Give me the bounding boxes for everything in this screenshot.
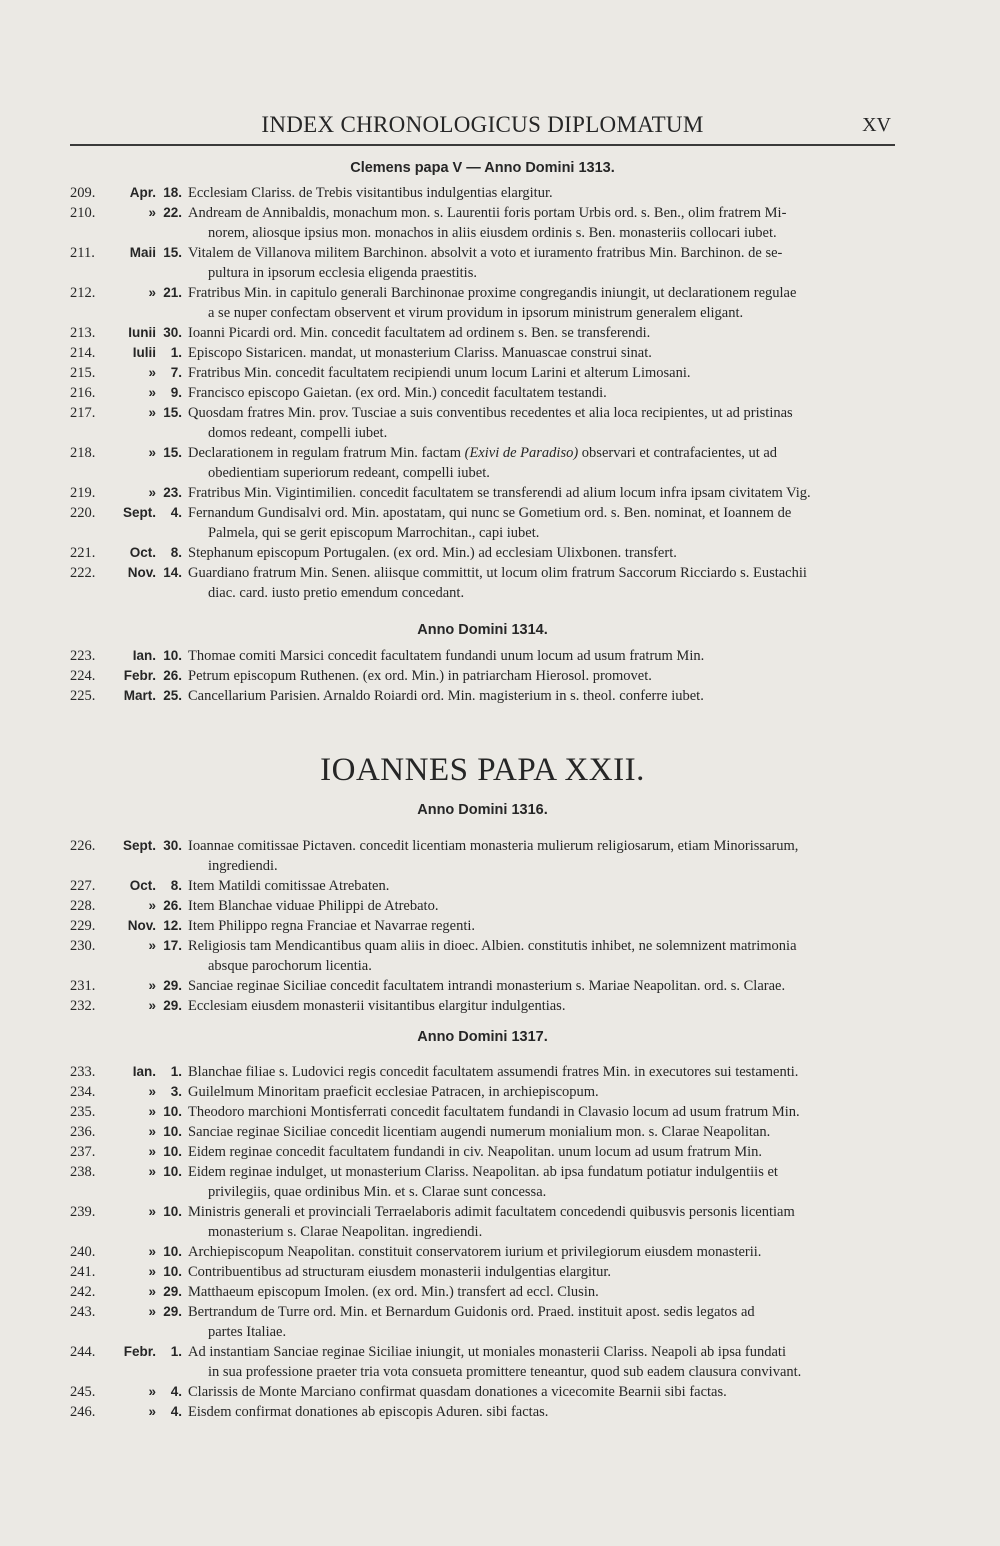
entry-text bbox=[188, 1402, 895, 1422]
entry-text-line: Eidem reginae concedit facultatem fundandi in civ. Neapolitan. unum locum ad usum fratrum Min. bbox=[188, 1144, 763, 1160]
entry-month: Oct. bbox=[129, 878, 156, 893]
entry-number: 244. bbox=[70, 1344, 96, 1360]
entry-number: 210. bbox=[70, 205, 96, 221]
document-entry bbox=[70, 503, 895, 543]
entry-text bbox=[188, 1122, 895, 1142]
document-entry bbox=[70, 1282, 895, 1302]
document-entry bbox=[70, 876, 895, 896]
entry-number: 240. bbox=[70, 1244, 96, 1260]
document-entry bbox=[70, 1262, 895, 1282]
entry-month: » bbox=[148, 1144, 156, 1159]
document-entry bbox=[70, 1302, 895, 1342]
entry-day: 30. bbox=[163, 838, 182, 853]
entry-text bbox=[188, 1242, 895, 1262]
entry-day: 18. bbox=[163, 185, 182, 200]
entry-month: » bbox=[148, 898, 156, 913]
entry-text-line: Ministris generali et provinciali Terraelaboris adimit facultatem concedendi quibusvis personis licentiam bbox=[188, 1204, 795, 1220]
entry-number: 219. bbox=[70, 485, 96, 501]
entry-text-line: Andream de Annibaldis, monachum mon. s. Laurentii foris portam Urbis ord. s. Ben., olim fratrem Mi- bbox=[188, 205, 787, 221]
entry-month: Oct. bbox=[129, 545, 156, 560]
entry-text-line: Stephanum episcopum Portugalen. (ex ord. Min.) ad ecclesiam Ulixbonen. transfert. bbox=[188, 545, 677, 561]
entry-continuation: a se nuper confectam observent et virum providum in ipsorum ministrum generalem eligant. bbox=[208, 305, 744, 321]
entry-text-line: Blanchae filiae s. Ludovici regis concedit facultatem assumendi fratres Min. in executores sui testamenti. bbox=[188, 1064, 799, 1080]
entry-month: Apr. bbox=[129, 185, 156, 200]
entry-list bbox=[70, 836, 895, 1016]
entry-text bbox=[188, 686, 895, 706]
entry-number: 243. bbox=[70, 1304, 96, 1320]
entry-day: 29. bbox=[163, 1304, 182, 1319]
entry-month: » bbox=[148, 1164, 156, 1179]
entry-text bbox=[188, 343, 895, 363]
entry-text bbox=[188, 203, 895, 243]
entry-continuation: norem, aliosque ipsius mon. monachos in aliis eiusdem ordinis s. Ben. monasteriis collocari iubet. bbox=[208, 225, 777, 241]
entry-number: 235. bbox=[70, 1104, 96, 1120]
entry-day: 7. bbox=[170, 365, 182, 380]
entry-day: 15. bbox=[163, 245, 182, 260]
entry-text-line: Fernandum Gundisalvi ord. Min. apostatam, qui nunc se Gometium ord. s. Ben. nominat, et Ioannem de bbox=[188, 505, 792, 521]
entry-italic-title: (Exivi de Paradiso) bbox=[464, 445, 579, 461]
entry-text bbox=[188, 1262, 895, 1282]
document-entry bbox=[70, 646, 895, 666]
entry-day: 17. bbox=[163, 938, 182, 953]
entry-text-line: Fratribus Min. in capitulo generali Barchinonae proxime congregandis iniungit, ut declarationem regulae bbox=[188, 285, 797, 301]
entry-number: 245. bbox=[70, 1384, 96, 1400]
entry-number: 246. bbox=[70, 1404, 96, 1420]
entry-text bbox=[188, 1202, 895, 1242]
entry-month: » bbox=[148, 365, 156, 380]
entry-text bbox=[188, 383, 895, 403]
entry-text bbox=[188, 403, 895, 443]
section-heading: Anno Domini 1317. bbox=[417, 1029, 548, 1045]
entry-month: » bbox=[148, 445, 156, 460]
entry-month: Ian. bbox=[132, 648, 156, 663]
document-entry bbox=[70, 686, 895, 706]
entry-day: 4. bbox=[170, 505, 182, 520]
document-entry bbox=[70, 1122, 895, 1142]
entry-text-line: Bertrandum de Turre ord. Min. et Bernardum Guidonis ord. Praed. instituit apost. sedis legatos ad bbox=[188, 1304, 755, 1320]
entry-day: 25. bbox=[163, 688, 182, 703]
entry-day: 4. bbox=[170, 1404, 182, 1419]
entry-month: Ian. bbox=[132, 1064, 156, 1079]
entry-day: 21. bbox=[163, 285, 182, 300]
entry-text bbox=[188, 183, 895, 203]
entry-continuation: monasterium s. Clarae Neapolitan. ingrediendi. bbox=[208, 1224, 483, 1240]
entry-text-line: Item Matildi comitissae Atrebaten. bbox=[188, 878, 390, 894]
document-entry bbox=[70, 836, 895, 876]
entry-text bbox=[188, 563, 895, 603]
entry-day: 14. bbox=[163, 565, 182, 580]
entry-day: 10. bbox=[163, 648, 182, 663]
document-entry bbox=[70, 243, 895, 283]
entry-day: 15. bbox=[163, 445, 182, 460]
entry-text-line: Ioanni Picardi ord. Min. concedit facultatem ad ordinem s. Ben. se transferendi. bbox=[188, 325, 651, 341]
entry-text bbox=[188, 1142, 895, 1162]
entry-day: 15. bbox=[163, 405, 182, 420]
entry-text-line: Eidem reginae indulget, ut monasterium Clariss. Neapolitan. ab ipsa fundatum potiatur indulgentiis et bbox=[188, 1164, 778, 1180]
entry-continuation: obedientiam superiorum redeant, compelli iubet. bbox=[208, 465, 490, 481]
entry-day: 10. bbox=[163, 1124, 182, 1139]
entry-day: 30. bbox=[163, 325, 182, 340]
entry-number: 241. bbox=[70, 1264, 96, 1280]
running-header bbox=[70, 110, 895, 146]
entry-text-line: Petrum episcopum Ruthenen. (ex ord. Min.) in patriarcham Hierosol. promovet. bbox=[188, 668, 652, 684]
entry-text bbox=[188, 483, 895, 503]
document-entry bbox=[70, 1162, 895, 1202]
entry-day: 26. bbox=[163, 898, 182, 913]
entry-text-line: Sanciae reginae Siciliae concedit licentiam augendi numerum monialium mon. s. Clarae Neapolitan. bbox=[188, 1124, 771, 1140]
document-entry bbox=[70, 283, 895, 323]
entry-day: 10. bbox=[163, 1144, 182, 1159]
entry-continuation: diac. card. iusto pretio emendum concedant. bbox=[208, 585, 465, 601]
entry-day: 23. bbox=[163, 485, 182, 500]
document-entry bbox=[70, 1342, 895, 1382]
entry-month: » bbox=[148, 1264, 156, 1279]
entry-text-line: Quosdam fratres Min. prov. Tusciae a suis conventibus recedentes et alia loca recipientes, ut ad pristinas bbox=[188, 405, 793, 421]
entry-month: » bbox=[148, 1404, 156, 1419]
entry-text bbox=[188, 896, 895, 916]
entry-number: 225. bbox=[70, 688, 96, 704]
entry-number: 224. bbox=[70, 668, 96, 684]
entry-day: 29. bbox=[163, 1284, 182, 1299]
entry-day: 8. bbox=[170, 878, 182, 893]
page-title: INDEX CHRONOLOGICUS DIPLOMATUM bbox=[261, 112, 704, 137]
entry-month: » bbox=[148, 1104, 156, 1119]
entry-number: 230. bbox=[70, 938, 96, 954]
entry-text bbox=[188, 1162, 895, 1202]
entry-number: 216. bbox=[70, 385, 96, 401]
entry-day: 29. bbox=[163, 978, 182, 993]
entry-text-line: Thomae comiti Marsici concedit facultatem fundandi unum locum ad usum fratrum Min. bbox=[188, 648, 705, 664]
entry-text-line: Fratribus Min. Vigintimilien. concedit facultatem se transferendi ad alium locum infra ipsam civitatem Vig. bbox=[188, 485, 811, 501]
entry-number: 214. bbox=[70, 345, 96, 361]
document-entry bbox=[70, 896, 895, 916]
entry-month: » bbox=[148, 285, 156, 300]
entry-number: 215. bbox=[70, 365, 96, 381]
entry-month: » bbox=[148, 1204, 156, 1219]
entry-text-line: Sanciae reginae Siciliae concedit facultatem intrandi monasterium s. Mariae Neapolitan. ord. s. Clarae. bbox=[188, 978, 786, 994]
entry-continuation: absque parochorum licentia. bbox=[208, 958, 372, 974]
entry-text bbox=[188, 1102, 895, 1122]
entry-day: 4. bbox=[170, 1384, 182, 1399]
entry-text-line: Archiepiscopum Neapolitan. constituit conservatorem iurium et privilegiorum eiusdem monasterii. bbox=[188, 1244, 762, 1260]
entry-text bbox=[188, 1082, 895, 1102]
entry-number: 236. bbox=[70, 1124, 96, 1140]
entry-text bbox=[188, 646, 895, 666]
entry-text-line: Cancellarium Parisien. Arnaldo Roiardi ord. Min. magisterium in s. theol. conferre iubet. bbox=[188, 688, 704, 704]
entry-day: 3. bbox=[170, 1084, 182, 1099]
entry-day: 9. bbox=[170, 385, 182, 400]
document-entry bbox=[70, 666, 895, 686]
entry-continuation: pultura in ipsorum ecclesia eligenda praestitis. bbox=[208, 265, 477, 281]
entry-text-line: Ad instantiam Sanciae reginae Siciliae iniungit, ut moniales monasterii Clariss. Neapoli ab ipsa fundati bbox=[188, 1344, 786, 1360]
entry-continuation: partes Italiae. bbox=[208, 1324, 287, 1340]
entry-number: 233. bbox=[70, 1064, 96, 1080]
document-entry bbox=[70, 343, 895, 363]
entry-month: Sept. bbox=[122, 505, 156, 520]
entry-month: Mart. bbox=[123, 688, 156, 703]
entry-day: 1. bbox=[170, 1064, 182, 1079]
entry-number: 222. bbox=[70, 565, 96, 581]
entry-text-line: Episcopo Sistaricen. mandat, ut monasterium Clariss. Manuascae construi sinat. bbox=[188, 345, 652, 361]
entry-day: 10. bbox=[163, 1104, 182, 1119]
entry-text-line: Item Blanchae viduae Philippi de Atrebato. bbox=[188, 898, 439, 914]
entry-day: 12. bbox=[163, 918, 182, 933]
entry-text-line: Eisdem confirmat donationes ab episcopis Aduren. sibi factas. bbox=[188, 1404, 549, 1420]
entry-text-line: Religiosis tam Mendicantibus quam aliis in dioec. Albien. constitutis inhibet, ne solemnizent matrimonia bbox=[188, 938, 797, 954]
document-entry bbox=[70, 916, 895, 936]
entry-month: » bbox=[148, 1124, 156, 1139]
document-entry bbox=[70, 1402, 895, 1422]
entry-month: » bbox=[148, 405, 156, 420]
document-entry bbox=[70, 1102, 895, 1122]
document-entry bbox=[70, 1142, 895, 1162]
entry-month: Febr. bbox=[123, 1344, 156, 1359]
document-entry bbox=[70, 203, 895, 243]
entry-text-line: Ecclesiam eiusdem monasterii visitantibus elargitur indulgentias. bbox=[188, 998, 566, 1014]
entry-month: » bbox=[148, 978, 156, 993]
entry-text-line: Clarissis de Monte Marciano confirmat quasdam donationes a vicecomite Bearnii sibi factas. bbox=[188, 1384, 727, 1400]
entry-day: 1. bbox=[170, 1344, 182, 1359]
entry-text-line: Guilelmum Minoritam praeficit ecclesiae Patracen, in archiepiscopum. bbox=[188, 1084, 599, 1100]
entry-continuation: in sua professione praeter tria vota consueta promittere teneantur, quod sub eadem clausura convivant. bbox=[208, 1364, 802, 1380]
entry-text bbox=[188, 1282, 895, 1302]
entry-text-line: Ecclesiam Clariss. de Trebis visitantibus indulgentias elargitur. bbox=[188, 185, 553, 201]
entry-text bbox=[188, 1342, 895, 1382]
entry-number: 237. bbox=[70, 1144, 96, 1160]
entry-text bbox=[188, 666, 895, 686]
entry-number: 226. bbox=[70, 838, 96, 854]
section-heading: Clemens papa V — Anno Domini 1313. bbox=[350, 160, 615, 176]
entry-text bbox=[188, 936, 895, 976]
entry-number: 238. bbox=[70, 1164, 96, 1180]
document-entry bbox=[70, 1242, 895, 1262]
entry-number: 242. bbox=[70, 1284, 96, 1300]
entry-month: » bbox=[148, 1304, 156, 1319]
entry-month: » bbox=[148, 998, 156, 1013]
entry-number: 229. bbox=[70, 918, 96, 934]
entry-month: Iulii bbox=[132, 345, 156, 360]
entry-continuation: Palmela, qui se gerit episcopum Marrochitan., capi iubet. bbox=[208, 525, 540, 541]
entry-continuation: domos redeant, compelli iubet. bbox=[208, 425, 388, 441]
entry-month: Nov. bbox=[127, 565, 156, 580]
document-entry bbox=[70, 563, 895, 603]
entry-number: 220. bbox=[70, 505, 96, 521]
entry-text bbox=[188, 976, 895, 996]
entry-number: 218. bbox=[70, 445, 96, 461]
entry-text bbox=[188, 1062, 895, 1082]
document-entry bbox=[70, 383, 895, 403]
entry-number: 228. bbox=[70, 898, 96, 914]
entry-text bbox=[188, 543, 895, 563]
document-entry bbox=[70, 1082, 895, 1102]
entry-text bbox=[188, 1382, 895, 1402]
entry-day: 10. bbox=[163, 1244, 182, 1259]
entry-text bbox=[188, 876, 895, 896]
entry-continuation: privilegiis, quae ordinibus Min. et s. Clarae sunt concessa. bbox=[208, 1184, 547, 1200]
entry-month: » bbox=[148, 1284, 156, 1299]
document-entry bbox=[70, 1202, 895, 1242]
entry-month: » bbox=[148, 205, 156, 220]
entry-day: 8. bbox=[170, 545, 182, 560]
entry-text-line: observari et contrafacientes, ut ad bbox=[581, 445, 778, 461]
entry-month: » bbox=[148, 385, 156, 400]
entry-month: Iunii bbox=[128, 325, 156, 340]
entry-text bbox=[188, 503, 895, 543]
document-entry bbox=[70, 543, 895, 563]
entry-month: Sept. bbox=[122, 838, 156, 853]
entry-day: 22. bbox=[163, 205, 182, 220]
entry-day: 26. bbox=[163, 668, 182, 683]
entry-text bbox=[188, 1302, 895, 1342]
entry-number: 227. bbox=[70, 878, 96, 894]
section-heading: Anno Domini 1314. bbox=[417, 622, 548, 638]
entry-number: 239. bbox=[70, 1204, 96, 1220]
entry-list bbox=[70, 183, 895, 603]
page-number: XV bbox=[862, 114, 891, 136]
entry-day: 29. bbox=[163, 998, 182, 1013]
entry-text-line: Fratribus Min. concedit facultatem recipiendi unum locum Larini et alterum Limosani. bbox=[188, 365, 691, 381]
pope-heading: IOANNES PAPA XXII. bbox=[320, 752, 645, 788]
document-entry bbox=[70, 1382, 895, 1402]
entry-number: 223. bbox=[70, 648, 96, 664]
document-entry bbox=[70, 996, 895, 1016]
document-entry bbox=[70, 183, 895, 203]
entry-text bbox=[188, 283, 895, 323]
document-entry bbox=[70, 443, 895, 483]
entry-day: 1. bbox=[170, 345, 182, 360]
entry-month: » bbox=[148, 1384, 156, 1399]
entry-day: 10. bbox=[163, 1204, 182, 1219]
entry-text bbox=[188, 363, 895, 383]
entry-day: 10. bbox=[163, 1164, 182, 1179]
entry-text bbox=[188, 243, 895, 283]
entry-month: » bbox=[148, 485, 156, 500]
entry-month: » bbox=[148, 1084, 156, 1099]
entry-text bbox=[188, 836, 895, 876]
document-entry bbox=[70, 1062, 895, 1082]
entry-month: Nov. bbox=[127, 918, 156, 933]
entry-text-line: Ioannae comitissae Pictaven. concedit licentiam monasteria mulierum religiosarum, etiam Minorissarum, bbox=[188, 838, 799, 854]
entry-list bbox=[70, 646, 895, 706]
entry-text-line: Contribuentibus ad structuram eiusdem monasterii indulgentias elargitur. bbox=[188, 1264, 611, 1280]
entry-month: » bbox=[148, 1244, 156, 1259]
entry-text bbox=[188, 996, 895, 1016]
entry-continuation: ingrediendi. bbox=[208, 858, 278, 874]
entry-text-line: Guardiano fratrum Min. Senen. aliisque committit, ut locum olim fratrum Saccorum Ricciardo s. Eustachii bbox=[188, 565, 807, 581]
entry-number: 217. bbox=[70, 405, 96, 421]
document-entry bbox=[70, 936, 895, 976]
entry-number: 221. bbox=[70, 545, 96, 561]
entry-number: 209. bbox=[70, 185, 96, 201]
entry-number: 212. bbox=[70, 285, 96, 301]
entry-month: » bbox=[148, 938, 156, 953]
entry-text bbox=[188, 916, 895, 936]
entry-text-line: Declarationem in regulam fratrum Min. factam bbox=[188, 445, 461, 461]
entry-month: Maii bbox=[129, 245, 156, 260]
entry-text bbox=[188, 443, 895, 483]
document-entry bbox=[70, 323, 895, 343]
entry-text-line: Matthaeum episcopum Imolen. (ex ord. Min.) transfert ad eccl. Clusin. bbox=[188, 1284, 599, 1300]
entry-number: 234. bbox=[70, 1084, 96, 1100]
entry-number: 211. bbox=[70, 245, 95, 261]
entry-number: 213. bbox=[70, 325, 96, 341]
entry-text-line: Francisco episcopo Gaietan. (ex ord. Min.) concedit facultatem testandi. bbox=[188, 385, 607, 401]
entry-number: 232. bbox=[70, 998, 96, 1014]
entry-number: 231. bbox=[70, 978, 96, 994]
document-entry bbox=[70, 976, 895, 996]
entry-text-line: Theodoro marchioni Montisferrati concedit facultatem fundandi in Clavasio locum ad usum fratrum Min. bbox=[188, 1104, 800, 1120]
document-entry bbox=[70, 363, 895, 383]
section-heading: Anno Domini 1316. bbox=[417, 802, 548, 818]
entry-text bbox=[188, 323, 895, 343]
entry-text-line: Item Philippo regna Franciae et Navarrae regenti. bbox=[188, 918, 476, 934]
document-entry bbox=[70, 483, 895, 503]
entry-list bbox=[70, 1062, 895, 1422]
entry-text-line: Vitalem de Villanova militem Barchinon. absolvit a voto et iuramento fratribus Min. Barchinon. de se- bbox=[188, 245, 783, 261]
entry-month: Febr. bbox=[123, 668, 156, 683]
document-entry bbox=[70, 403, 895, 443]
entry-day: 10. bbox=[163, 1264, 182, 1279]
